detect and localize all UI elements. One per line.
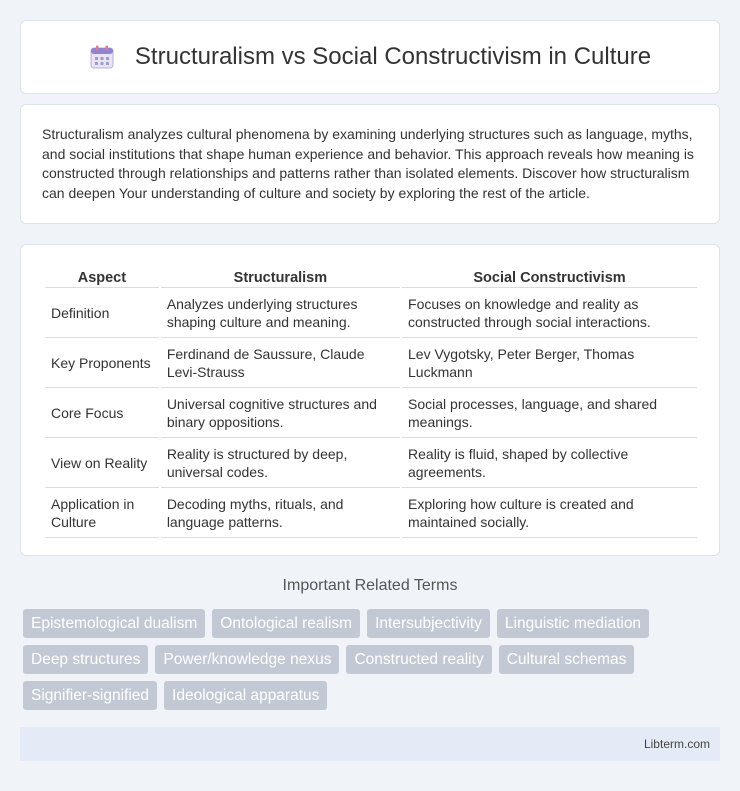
related-term-tag[interactable]: Deep structures [23, 645, 148, 674]
header-aspect: Aspect [45, 267, 159, 288]
intro-card [20, 104, 720, 224]
title-card [20, 20, 720, 94]
related-term-tag[interactable]: Cultural schemas [499, 645, 635, 674]
cell-aspect: View on Reality [45, 440, 159, 488]
table-row [45, 390, 697, 438]
calendar-icon [89, 44, 115, 70]
cell-structuralism: Reality is structured by deep, universal codes. [161, 440, 400, 488]
comparison-card [20, 244, 720, 556]
header-social-constructivism: Social Constructivism [402, 267, 697, 288]
cell-aspect: Key Proponents [45, 340, 159, 388]
header-structuralism: Structuralism [161, 267, 400, 288]
cell-social-constructivism: Social processes, language, and shared meanings. [402, 390, 697, 438]
related-term-tag[interactable]: Ideological apparatus [164, 681, 327, 710]
related-terms-title: Important Related Terms [282, 577, 458, 594]
cell-structuralism: Analyzes underlying structures shaping culture and meaning. [161, 290, 400, 338]
related-terms-list [23, 609, 713, 710]
related-term-tag[interactable]: Ontological realism [212, 609, 360, 638]
cell-structuralism: Decoding myths, rituals, and language patterns. [161, 490, 400, 538]
table-row [45, 440, 697, 488]
cell-social-constructivism: Reality is fluid, shaped by collective agreements. [402, 440, 697, 488]
table-row [45, 340, 697, 388]
page-title: Structuralism vs Social Constructivism in Culture [134, 43, 652, 70]
cell-social-constructivism: Focuses on knowledge and reality as constructed through social interactions. [402, 290, 697, 338]
cell-social-constructivism: Lev Vygotsky, Peter Berger, Thomas Luckmann [402, 340, 697, 388]
cell-social-constructivism: Exploring how culture is created and maintained socially. [402, 490, 697, 538]
comparison-table [43, 265, 699, 540]
cell-structuralism: Universal cognitive structures and binary oppositions. [161, 390, 400, 438]
table-row [45, 290, 697, 338]
related-term-tag[interactable]: Linguistic mediation [497, 609, 649, 638]
intro-paragraph: Structuralism analyzes cultural phenomena by examining underlying structures such as language, myths, and social institutions that shape human experience and behavior. This approach reveals how meaning is constructed through relationships and patterns rather than isolated elements. Discover how structuralism can deepen Your understanding of culture and society by exploring the rest of the article. [42, 126, 694, 201]
cell-aspect: Definition [45, 290, 159, 338]
related-term-tag[interactable]: Intersubjectivity [367, 609, 490, 638]
table-row [45, 490, 697, 538]
related-term-tag[interactable]: Power/knowledge nexus [155, 645, 339, 674]
cell-structuralism: Ferdinand de Saussure, Claude Levi-Strauss [161, 340, 400, 388]
cell-aspect: Application in Culture [45, 490, 159, 538]
cell-aspect: Core Focus [45, 390, 159, 438]
footer-site-link[interactable]: Libterm.com [643, 737, 710, 751]
footer [20, 727, 720, 761]
related-term-tag[interactable]: Signifier-signified [23, 681, 157, 710]
table-header-row [45, 267, 697, 288]
related-term-tag[interactable]: Epistemological dualism [23, 609, 205, 638]
related-term-tag[interactable]: Constructed reality [346, 645, 491, 674]
